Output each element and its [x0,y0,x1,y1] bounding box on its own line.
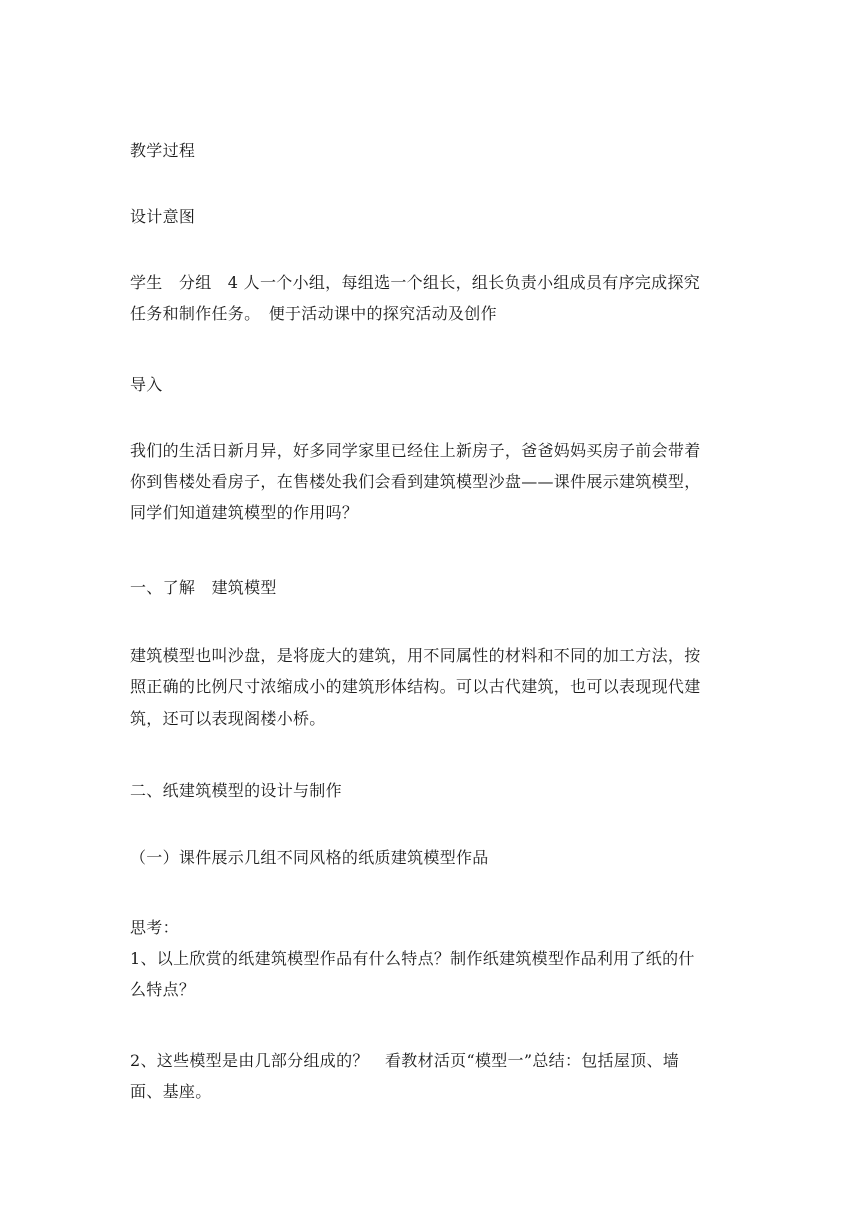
subsection1-title: （一）课件展示几组不同风格的纸质建筑模型作品 [130,848,489,867]
section1-text-line-3: 筑，还可以表现阁楼小桥。 [130,709,326,728]
intro-text-line-2: 你到售楼处看房子，在售楼处我们会看到建筑模型沙盘——课件展示建筑模型， [130,472,701,491]
heading-teaching-process: 教学过程 [130,141,196,160]
intro-heading: 导入 [130,375,163,394]
question2-line-2: 面、基座。 [130,1082,212,1101]
question2-line-1: 2、这些模型是由几部分组成的？ 看教材活页“模型一”总结：包括屋顶、墙 [130,1051,680,1070]
question1-line-1: 1、以上欣赏的纸建筑模型作品有什么特点？制作纸建筑模型作品利用了纸的什 [130,949,695,968]
question1-line-2: 么特点？ [130,980,196,999]
section1-text-line-1: 建筑模型也叫沙盘，是将庞大的建筑，用不同属性的材料和不同的加工方法，按 [130,646,701,665]
section2-heading: 二、纸建筑模型的设计与制作 [130,781,342,800]
student-grouping-line-1: 学生 分组 4 人一个小组，每组选一个组长，组长负责小组成员有序完成探究 [130,273,701,292]
section1-heading: 一、了解 建筑模型 [130,578,277,597]
heading-design-intent: 设计意图 [130,207,196,226]
think-label: 思考： [130,918,179,937]
intro-text-line-3: 同学们知道建筑模型的作用吗？ [130,503,359,522]
section1-text-line-2: 照正确的比例尺寸浓缩成小的建筑形体结构。可以古代建筑，也可以表现现代建 [130,677,701,696]
student-grouping-line-2: 任务和制作任务。 便于活动课中的探究活动及创作 [130,304,497,323]
intro-text-line-1: 我们的生活日新月异，好多同学家里已经住上新房子，爸爸妈妈买房子前会带着 [130,441,701,460]
